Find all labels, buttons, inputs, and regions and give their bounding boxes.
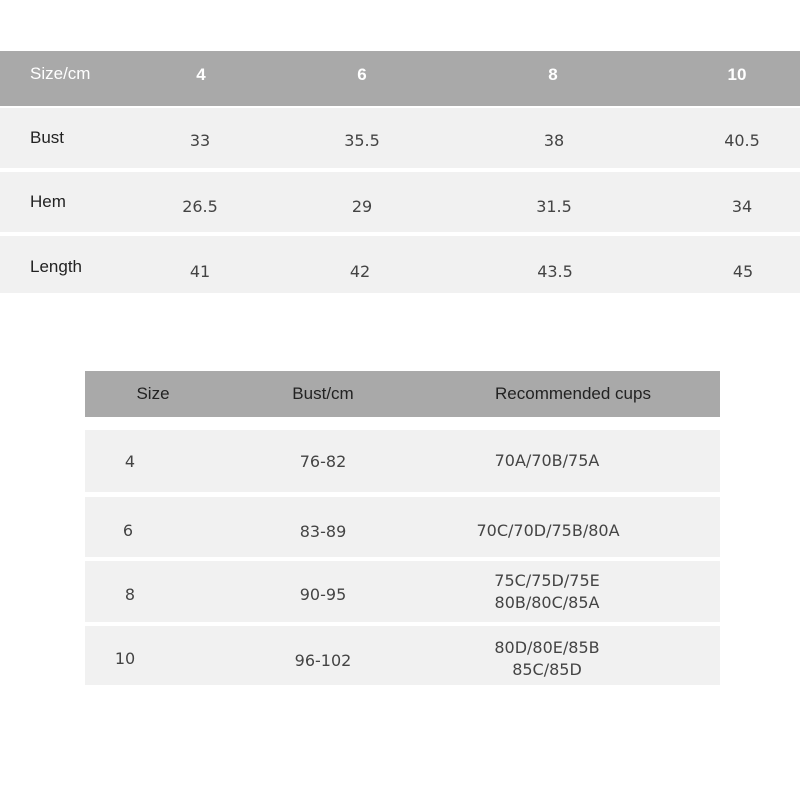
- table-cell: 31.5: [536, 196, 572, 216]
- header-size-10: 10: [727, 65, 747, 84]
- table-cell: 45: [732, 261, 754, 281]
- table-cell: 26.5: [182, 196, 218, 216]
- table-cell: 4: [124, 451, 136, 471]
- table-cell: 34: [731, 196, 753, 216]
- row-label-length: Length: [30, 257, 82, 276]
- table-cell: 43.5: [537, 261, 573, 281]
- cup-line: 80B/80C/85A: [494, 592, 600, 612]
- header-size: Size: [136, 384, 170, 403]
- header-size-6: 6: [357, 65, 367, 84]
- table-cell: [447, 430, 647, 492]
- table-cell: 8: [124, 585, 136, 604]
- table-cell: 83-89: [299, 521, 347, 541]
- header-size-8: 8: [548, 65, 558, 84]
- cup-line: 85C/85D: [512, 660, 582, 679]
- cup-line: 70C/70D/75B/80A: [476, 521, 620, 540]
- cup-line: 80D/80E/85B: [494, 638, 600, 657]
- table-row: [85, 626, 720, 685]
- table-row: [85, 497, 720, 557]
- table-cell: 35.5: [344, 130, 380, 150]
- row-label-hem: Hem: [30, 192, 66, 211]
- table-cell: 29: [351, 196, 373, 216]
- table-row: [85, 430, 720, 492]
- table-cell: 6: [122, 520, 134, 540]
- table-row: [0, 108, 800, 168]
- table-cell: [433, 501, 663, 561]
- table-cell: 90-95: [299, 585, 347, 604]
- table-cell: 96-102: [294, 651, 352, 670]
- table-cell: 10: [114, 649, 136, 668]
- row-label-bust: Bust: [30, 128, 65, 147]
- table-cell: 40.5: [724, 130, 760, 150]
- size-chart-header-row: [0, 51, 800, 106]
- table-cell: 38: [543, 130, 565, 150]
- header-size-4: 4: [196, 65, 206, 84]
- header-bust-cm: Bust/cm: [292, 384, 354, 403]
- table-cell: [447, 626, 647, 692]
- table-row: [85, 561, 720, 622]
- table-cell: 76-82: [299, 451, 347, 471]
- table-cell: 42: [349, 261, 371, 281]
- header-size-cm: Size/cm: [30, 63, 91, 83]
- table-cell: 41: [189, 261, 211, 281]
- table-cell: [447, 561, 647, 622]
- cup-line: 70A/70B/75A: [494, 451, 600, 470]
- cup-line: 75C/75D/75E: [494, 570, 600, 590]
- cup-table-header-row: [85, 371, 720, 417]
- header-recommended-cups: Recommended cups: [495, 384, 651, 403]
- table-row: [0, 236, 800, 293]
- table-cell: 33: [189, 130, 211, 150]
- table-row: [0, 172, 800, 232]
